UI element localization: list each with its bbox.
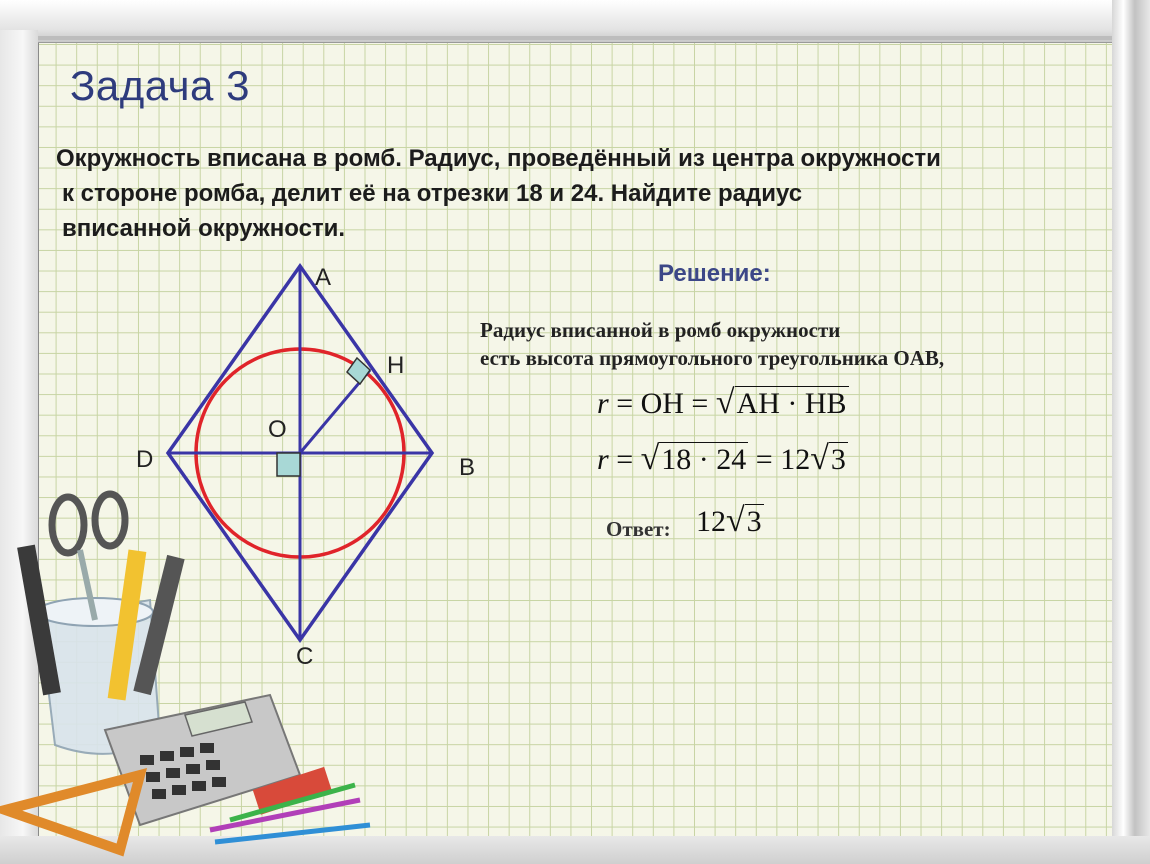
set-square-icon [5, 775, 140, 850]
vertex-label-d: D [136, 446, 154, 473]
formula-radius-geometric-mean [597, 384, 849, 422]
answer-label: Ответ: [606, 517, 671, 541]
center-label-o: O [268, 416, 287, 443]
colored-pencil-icon [215, 825, 370, 842]
problem-line-2: к стороне ромба, делит её на отрезки 18 и 24. Найдите радиус [62, 180, 803, 207]
formula1-lhs: r [597, 387, 609, 420]
formula1-radicand: AH · HB [736, 387, 847, 420]
solution-explanation [480, 316, 944, 372]
point-label-h: H [387, 352, 405, 379]
sqrt-icon: √ [810, 440, 829, 477]
problem-line-3: вписанной окружности. [62, 215, 346, 242]
slide-title: Задача 3 [70, 62, 250, 109]
sqrt-icon: √ [640, 440, 660, 477]
formula-radius-value [597, 440, 848, 478]
scissors-icon [52, 497, 84, 553]
answer-coefficient: 12 [696, 505, 726, 538]
explanation-line-2: есть высота прямоугольного треугольника OAB, [480, 346, 945, 370]
formula2-lhs: r [597, 443, 609, 476]
answer-root: 3 [746, 505, 762, 538]
vertex-label-c: C [296, 643, 314, 670]
scissors-handle [95, 494, 125, 546]
stationery-illustration [0, 480, 400, 864]
problem-line-1: Окружность вписана в ромб. Радиус, проведённый из центра окружности [56, 145, 941, 172]
answer-value [696, 502, 764, 540]
sqrt-icon: √ [715, 384, 735, 421]
solution-heading: Решение: [658, 260, 771, 287]
vertex-label-b: B [459, 454, 476, 481]
formula2-radicand: 18 · 24 [661, 443, 747, 476]
formula2-result-root: 3 [830, 443, 846, 476]
vertex-label-a: A [315, 264, 332, 291]
explanation-line-1: Радиус вписанной в ромб окружности [480, 318, 841, 342]
formula1-eq: = OH = [616, 387, 709, 420]
sqrt-icon: √ [726, 502, 745, 539]
formula2-result: = 12 [755, 443, 811, 476]
formula2-eq: = [616, 443, 634, 476]
right-angle-mark-o [277, 453, 300, 476]
